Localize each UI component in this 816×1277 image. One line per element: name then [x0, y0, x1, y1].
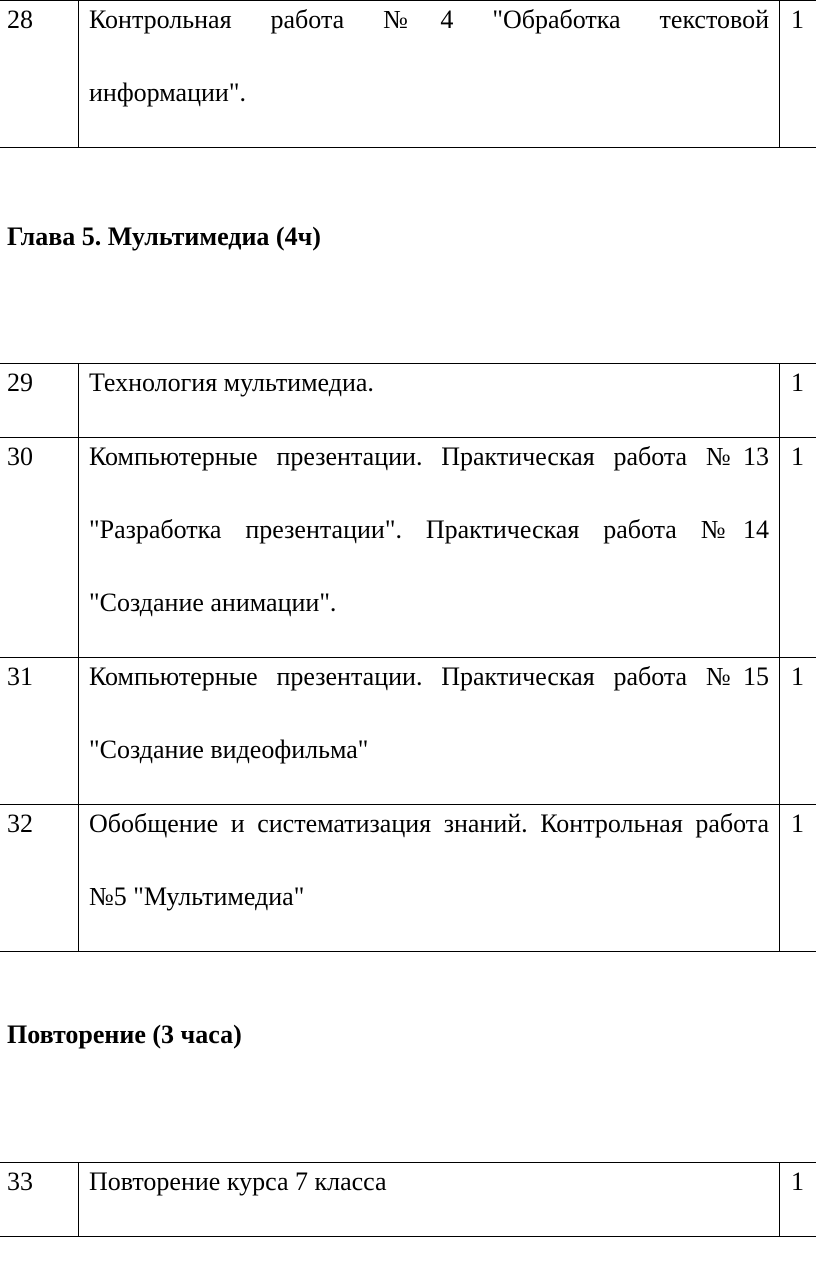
lesson-number-text: 32 — [7, 809, 33, 838]
lesson-topic-text: Компьютерные презентации. Практическая работа №15 "Создание видеофильма" — [89, 662, 769, 764]
lesson-hours-text: 1 — [791, 662, 804, 691]
lesson-number — [0, 658, 79, 805]
table-row — [0, 438, 816, 658]
section-heading-review: Повторение (3 часа) — [7, 1020, 242, 1049]
lesson-topic-text: Обобщение и систематизация знаний. Контрольная работа №5 "Мультимедиа" — [89, 809, 769, 911]
table-row — [0, 1, 816, 148]
lesson-number-text: 33 — [7, 1167, 33, 1196]
table-row — [0, 1163, 816, 1237]
lesson-topic — [79, 805, 780, 952]
lesson-hours-text: 1 — [791, 1167, 804, 1196]
lesson-hours — [780, 805, 816, 952]
lesson-hours — [780, 364, 816, 438]
section-heading-multimedia: Глава 5. Мультимедиа (4ч) — [7, 222, 321, 251]
lesson-topic — [79, 1163, 780, 1237]
lesson-hours — [780, 438, 816, 658]
lesson-topic — [79, 1, 780, 148]
lesson-hours-text: 1 — [791, 5, 804, 34]
lesson-number-text: 30 — [7, 442, 33, 471]
lesson-topic — [79, 438, 780, 658]
lesson-table-3 — [0, 1162, 816, 1237]
lesson-table-2 — [0, 363, 816, 952]
lesson-hours-text: 1 — [791, 368, 804, 397]
lesson-number — [0, 1163, 79, 1237]
lesson-topic-text: Контрольная работа №4 "Обработка текстовой информации". — [89, 5, 769, 107]
lesson-number — [0, 364, 79, 438]
lesson-number-text: 31 — [7, 662, 33, 691]
lesson-number-text: 29 — [7, 368, 33, 397]
lesson-topic-text: Технология мультимедиа. — [89, 368, 374, 397]
lesson-number — [0, 805, 79, 952]
lesson-number-text: 28 — [7, 5, 33, 34]
table-row — [0, 805, 816, 952]
lesson-topic-text: Компьютерные презентации. Практическая работа №13 "Разработка презентации". Практическая работа №14 "Создание анимации". — [89, 442, 769, 617]
lesson-table-1 — [0, 0, 816, 148]
lesson-hours-text: 1 — [791, 809, 804, 838]
table-row — [0, 658, 816, 805]
lesson-hours — [780, 1163, 816, 1237]
lesson-number — [0, 1, 79, 148]
lesson-topic-text: Повторение курса 7 класса — [89, 1167, 387, 1196]
lesson-hours-text: 1 — [791, 442, 804, 471]
lesson-hours — [780, 658, 816, 805]
lesson-number — [0, 438, 79, 658]
lesson-topic — [79, 658, 780, 805]
lesson-hours — [780, 1, 816, 148]
